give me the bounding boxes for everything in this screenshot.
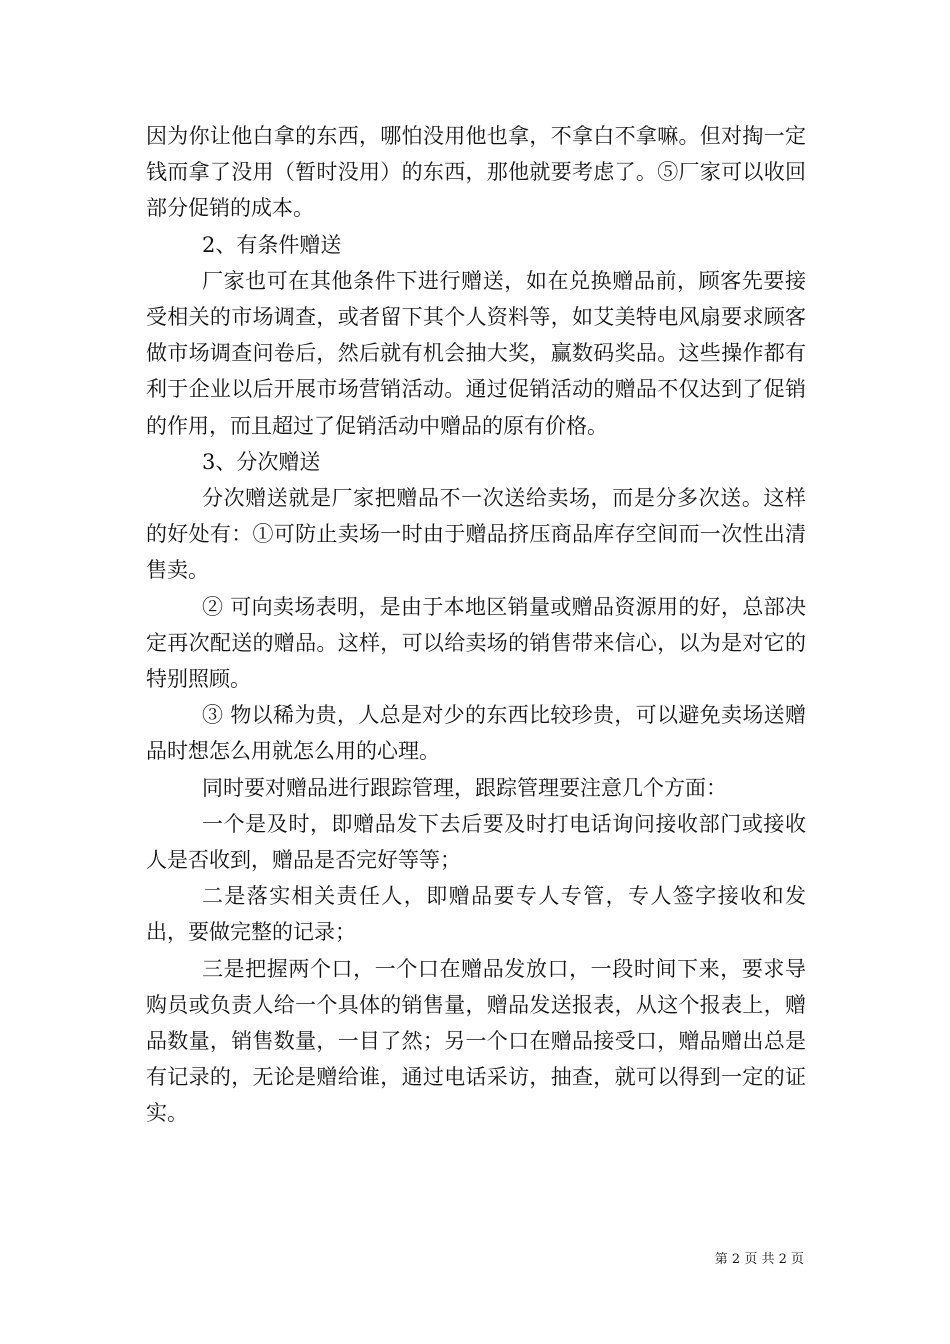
section-heading: 2、有条件赠送 xyxy=(202,232,342,257)
page-number-footer: 第 2 页 共 2 页 xyxy=(714,1252,804,1267)
paragraph: 一个是及时，即赠品发下去后要及时打电话询问接收部门或接收人是否收到，赠品是否完好等等； xyxy=(146,811,806,873)
paragraph: ② 可向卖场表明，是由于本地区销量或赠品资源用的好，总部决定再次配送的赠品。这样，可以给卖场的销售带来信心，以为是对它的特别照顾。 xyxy=(146,594,806,692)
document-body xyxy=(146,118,806,1132)
paragraph: 分次赠送就是厂家把赠品不一次送给卖场，而是分多次送。这样的好处有：①可防止卖场一时由于赠品挤压商品库存空间而一次性出清售卖。 xyxy=(146,486,806,583)
section-heading: 3、分次赠送 xyxy=(202,449,321,474)
paragraph: ③ 物以稀为贵，人总是对少的东西比较珍贵，可以避免卖场送赠品时想怎么用就怎么用的心理。 xyxy=(146,703,806,764)
paragraph: 二是落实相关责任人，即赠品要专人专管，专人签字接收和发出，要做完整的记录； xyxy=(146,884,806,945)
paragraph: 三是把握两个口，一个口在赠品发放口，一段时间下来，要求导购员或负责人给一个具体的销售量，赠品发送报表，从这个报表上，赠品数量，销售数量，一目了然；另一个口在赠品接受口，赠品赠出总是有记录的，无论是赠给谁，通过电话采访，抽查，就可以得到一定的证实。 xyxy=(146,956,806,1126)
paragraph: 厂家也可在其他条件下进行赠送，如在兑换赠品前，顾客先要接受相关的市场调查，或者留下其个人资料等，如艾美特电风扇要求顾客做市场调查问卷后，然后就有机会抽大奖，赢数码奖品。这些操作都有利于企业以后开展市场营销活动。通过促销活动的赠品不仅达到了促销的作用，而且超过了促销活动中赠品的原有价格。 xyxy=(146,268,806,438)
paragraph: 因为你让他白拿的东西，哪怕没用他也拿，不拿白不拿嘛。但对掏一定钱而拿了没用（暂时没用）的东西，那他就要考虑了。⑤厂家可以收回部分促销的成本。 xyxy=(146,124,806,221)
paragraph: 同时要对赠品进行跟踪管理，跟踪管理要注意几个方面： xyxy=(202,775,727,800)
